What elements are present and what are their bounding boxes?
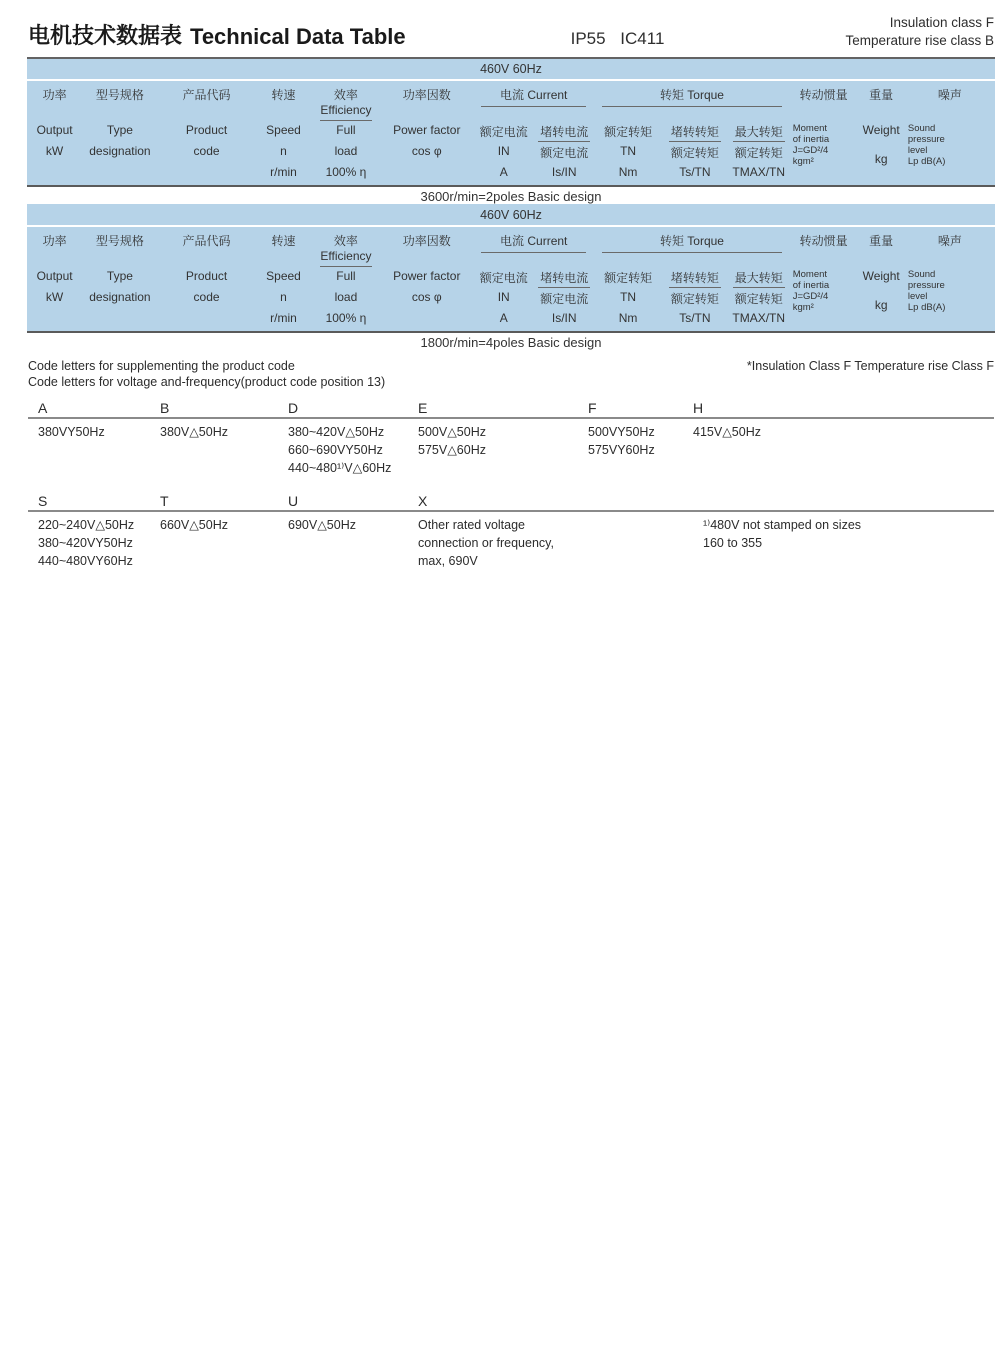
col-locked-current-den: 额定电流	[534, 142, 594, 163]
col-efficiency-load: load	[312, 288, 381, 309]
table-header	[27, 204, 995, 350]
col-rated-current-sym: IN	[473, 142, 534, 163]
temperature-rise-line: Temperature rise class B	[845, 33, 994, 48]
col-inertia-zh: 转动惯量	[790, 80, 858, 121]
code-letter: F	[588, 400, 597, 416]
col-locked-torque-den: 额定转矩	[662, 288, 728, 309]
code-letter: H	[693, 400, 704, 416]
footer-note-line1: Code letters for supplementing the product code	[28, 359, 295, 373]
col-type-en: Type	[82, 121, 158, 142]
motor-data-table	[27, 204, 995, 350]
section-title: 1800r/min=4poles Basic design	[27, 332, 995, 350]
col-max-torque-num: 最大转矩	[728, 267, 790, 288]
col-locked-current-ratio: Is/IN	[534, 163, 594, 186]
code-values-row	[28, 419, 994, 477]
code-value-line: connection or frequency,	[418, 536, 554, 550]
footer-note-left	[28, 358, 385, 390]
col-code-zh: 产品代码	[158, 226, 256, 267]
col-speed-sym: n	[255, 142, 311, 163]
code-letter	[703, 493, 994, 509]
code-value-line: 380V△50Hz	[160, 425, 228, 439]
code-value-line: 500VY50Hz	[588, 425, 655, 439]
col-noise-lines: Sound pressure level Lp dB(A)	[905, 267, 995, 332]
code-letter: U	[288, 493, 299, 509]
code-value-line: 440~480VY60Hz	[38, 554, 133, 568]
code-value-line: 440~480¹⁾V△60Hz	[288, 461, 392, 475]
col-inertia-lines: Moment of inertia J=GD²/4 kgm²	[790, 121, 858, 186]
col-locked-torque-den: 额定转矩	[662, 142, 728, 163]
col-efficiency-unit: 100% η	[312, 309, 381, 332]
col-rated-current-unit: A	[473, 309, 534, 332]
col-efficiency-en: Full	[312, 121, 381, 142]
col-locked-torque-num: 堵转转矩	[662, 267, 728, 288]
col-max-torque-ratio: TMAX/TN	[728, 309, 790, 332]
col-speed-en: Speed	[255, 121, 311, 142]
voltage-band: 460V 60Hz	[27, 58, 995, 80]
col-rated-current-zh: 额定电流	[473, 267, 534, 288]
col-powerfactor-zh: 功率因数	[380, 226, 473, 267]
code-value-line: Other rated voltage	[418, 518, 526, 532]
col-code-en: Product	[158, 121, 256, 142]
code-value-line: 380~420VY50Hz	[38, 536, 133, 550]
code-letter: E	[418, 400, 428, 416]
col-weight-lines: Weight kg	[857, 267, 904, 332]
col-max-torque-num: 最大转矩	[728, 121, 790, 142]
code-letter-row	[28, 492, 994, 512]
table-header	[27, 58, 995, 204]
code-letter-grid	[28, 399, 994, 477]
col-rated-torque-sym: TN	[594, 142, 662, 163]
code-letter: A	[38, 400, 48, 416]
code-value-line: 415V△50Hz	[693, 425, 761, 439]
col-rated-current-unit: A	[473, 163, 534, 186]
torque-group-header: 转矩 Torque	[594, 226, 790, 267]
current-group-header: 电流 Current	[473, 80, 594, 121]
col-rated-current-zh: 额定电流	[473, 121, 534, 142]
col-locked-current-num: 堵转电流	[534, 121, 594, 142]
col-powerfactor-sym: cos φ	[380, 288, 473, 309]
col-inertia-zh: 转动惯量	[790, 226, 858, 267]
code-value-line: max, 690V	[418, 554, 478, 568]
col-code-unit: code	[158, 288, 256, 309]
col-efficiency-unit: 100% η	[312, 163, 381, 186]
col-max-torque-den: 额定转矩	[728, 142, 790, 163]
code-value-line: 220~240V△50Hz	[38, 518, 135, 532]
col-output-zh: 功率	[27, 80, 82, 121]
voltage-band: 460V 60Hz	[27, 204, 995, 226]
col-powerfactor-sym: cos φ	[380, 142, 473, 163]
col-output-unit: kW	[27, 142, 82, 163]
col-locked-torque-ratio: Ts/TN	[662, 309, 728, 332]
col-weight-zh: 重量	[857, 226, 904, 267]
page-title-english: Technical Data Table	[190, 24, 406, 49]
col-powerfactor-en: Power factor	[380, 267, 473, 288]
footer-notes	[28, 358, 994, 390]
code-value-line: 575VY60Hz	[588, 443, 655, 457]
col-rated-torque-unit: Nm	[594, 163, 662, 186]
code-values	[38, 423, 160, 477]
code-letter: T	[160, 493, 169, 509]
col-rated-torque-zh: 额定转矩	[594, 267, 662, 288]
col-type-en: Type	[82, 267, 158, 288]
code-values	[693, 423, 994, 477]
code-value-line: 660V△50Hz	[160, 518, 228, 532]
col-output-en: Output	[27, 121, 82, 142]
col-noise-lines: Sound pressure level Lp dB(A)	[905, 121, 995, 186]
protection-rating: IP55 IC411	[570, 29, 665, 48]
code-letters-section	[28, 358, 994, 570]
insulation-class-block	[845, 14, 994, 50]
col-output-unit: kW	[27, 288, 82, 309]
col-efficiency-group: 效率 Efficiency	[312, 226, 381, 267]
code-letter-grid	[28, 492, 994, 570]
code-values	[288, 516, 418, 570]
col-type-zh: 型号规格	[82, 80, 158, 121]
code-value-line: 690V△50Hz	[288, 518, 356, 532]
col-output-zh: 功率	[27, 226, 82, 267]
col-powerfactor-zh: 功率因数	[380, 80, 473, 121]
col-code-en: Product	[158, 267, 256, 288]
code-values	[418, 423, 588, 477]
col-speed-zh: 转速	[255, 226, 311, 267]
code-value-line: 380VY50Hz	[38, 425, 105, 439]
col-efficiency-load: load	[312, 142, 381, 163]
code-values	[38, 516, 160, 570]
code-value-line: 380~420V△50Hz	[288, 425, 385, 439]
col-type-unit: designation	[82, 142, 158, 163]
code-value-line: 500V△50Hz	[418, 425, 486, 439]
tables-host	[0, 57, 1000, 350]
col-type-zh: 型号规格	[82, 226, 158, 267]
motor-data-table	[27, 57, 995, 204]
page-title-chinese: 电机技术数据表	[28, 23, 183, 48]
code-values-row	[28, 512, 994, 570]
col-rated-torque-unit: Nm	[594, 309, 662, 332]
code-values	[288, 423, 418, 477]
col-locked-current-num: 堵转电流	[534, 267, 594, 288]
col-locked-torque-ratio: Ts/TN	[662, 163, 728, 186]
col-locked-current-den: 额定电流	[534, 288, 594, 309]
col-output-en: Output	[27, 267, 82, 288]
code-values	[160, 516, 288, 570]
torque-group-header: 转矩 Torque	[594, 80, 790, 121]
code-values	[703, 516, 994, 570]
page-header	[28, 14, 994, 50]
col-code-zh: 产品代码	[158, 80, 256, 121]
code-values	[160, 423, 288, 477]
col-speed-zh: 转速	[255, 80, 311, 121]
col-inertia-lines: Moment of inertia J=GD²/4 kgm²	[790, 267, 858, 332]
col-noise-zh: 噪声	[905, 80, 995, 121]
col-speed-en: Speed	[255, 267, 311, 288]
section-title: 3600r/min=2poles Basic design	[27, 186, 995, 204]
col-weight-zh: 重量	[857, 80, 904, 121]
code-value-line: 575V△60Hz	[418, 443, 486, 457]
col-locked-current-ratio: Is/IN	[534, 309, 594, 332]
col-speed-unit: r/min	[255, 163, 311, 186]
code-value-line: 660~690VY50Hz	[288, 443, 383, 457]
col-code-unit: code	[158, 142, 256, 163]
col-noise-zh: 噪声	[905, 226, 995, 267]
code-letter: B	[160, 400, 170, 416]
code-values	[418, 516, 703, 570]
current-group-header: 电流 Current	[473, 226, 594, 267]
col-speed-unit: r/min	[255, 309, 311, 332]
datasheet-page	[0, 0, 1000, 570]
insulation-footnote: *Insulation Class F Temperature rise Class F	[746, 359, 994, 373]
footer-note-line2: Code letters for voltage and-frequency(product code position 13)	[28, 375, 386, 389]
col-speed-sym: n	[255, 288, 311, 309]
col-rated-current-sym: IN	[473, 288, 534, 309]
col-efficiency-group: 效率 Efficiency	[312, 80, 381, 121]
col-max-torque-ratio: TMAX/TN	[728, 163, 790, 186]
code-letter: X	[418, 493, 428, 509]
col-powerfactor-en: Power factor	[380, 121, 473, 142]
code-values	[588, 423, 693, 477]
code-letter: S	[38, 493, 48, 509]
insulation-class-line: Insulation class F	[889, 15, 994, 30]
code-letter: D	[288, 400, 299, 416]
col-max-torque-den: 额定转矩	[728, 288, 790, 309]
col-rated-torque-sym: TN	[594, 288, 662, 309]
code-value-line: 160 to 355	[703, 536, 763, 550]
col-efficiency-en: Full	[312, 267, 381, 288]
col-type-unit: designation	[82, 288, 158, 309]
code-grids-host	[28, 399, 994, 570]
col-weight-lines: Weight kg	[857, 121, 904, 186]
col-locked-torque-num: 堵转转矩	[662, 121, 728, 142]
code-letter-row	[28, 399, 994, 419]
col-rated-torque-zh: 额定转矩	[594, 121, 662, 142]
code-value-line: ¹⁾480V not stamped on sizes	[703, 518, 862, 532]
